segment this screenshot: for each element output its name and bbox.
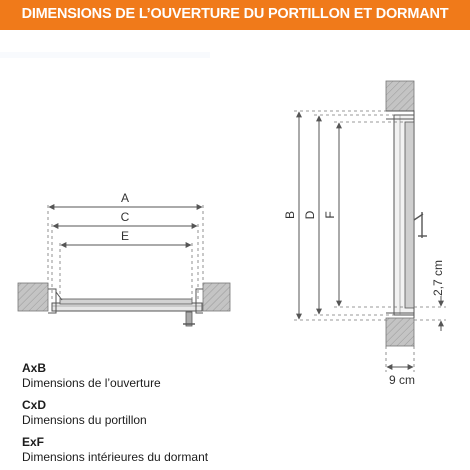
side-view: [283, 81, 446, 387]
dimension-b-label: B: [283, 210, 297, 220]
measure-depth-label: 9 cm: [388, 373, 416, 387]
measure-height-label: 2,7 cm: [431, 259, 445, 297]
side-door-panel: [405, 122, 414, 308]
dimension-c-label: C: [120, 210, 130, 224]
legend-item-exf: [22, 435, 208, 465]
legend-description: Dimensions de l’ouverture: [22, 376, 161, 390]
legend-description: Dimensions du portillon: [22, 413, 147, 427]
legend-description: Dimensions intérieures du dormant: [22, 450, 209, 464]
dimension-f-label: F: [323, 211, 337, 219]
dimension-d-label: D: [303, 210, 317, 220]
side-handle: [414, 212, 427, 238]
legend-code: CxD: [22, 398, 47, 412]
dimension-a-label: A: [120, 191, 130, 205]
front-view: [18, 191, 230, 326]
legend-code: ExF: [22, 435, 45, 449]
front-door-panel: [60, 299, 192, 304]
legend-item-axb: [22, 361, 161, 391]
right-wall: [203, 283, 230, 311]
bottom-wall: [386, 318, 414, 346]
top-wall: [386, 81, 414, 111]
left-wall: [18, 283, 48, 311]
legend-code: AxB: [22, 361, 47, 375]
legend-item-cxd: [22, 398, 147, 428]
dimension-e-label: E: [120, 229, 130, 243]
page-title: DIMENSIONS DE L’OUVERTURE DU PORTILLON ET DORMANT: [21, 6, 449, 22]
